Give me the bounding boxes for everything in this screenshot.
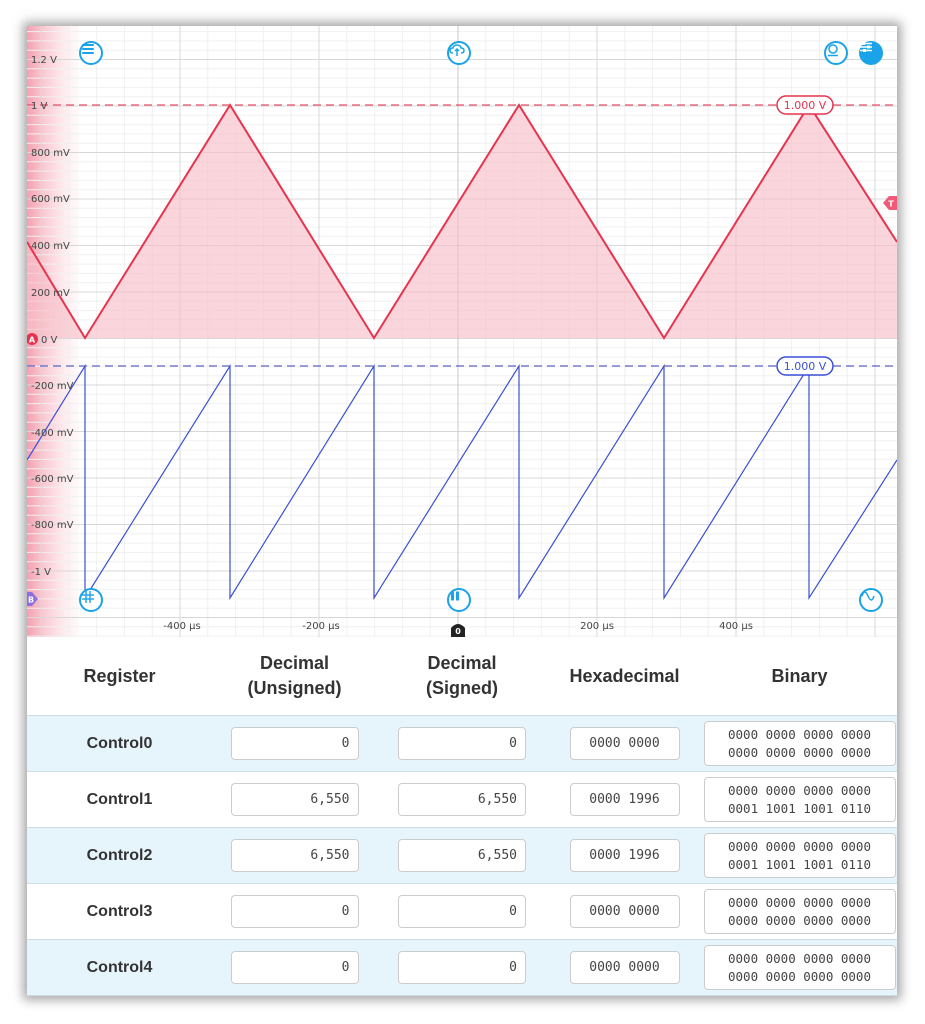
scope-canvas	[27, 26, 897, 637]
hex-value-field[interactable]: 0000 0000	[570, 895, 680, 928]
header-hexadecimal: Hexadecimal	[569, 665, 680, 686]
unsigned-value-field[interactable]: 0	[231, 727, 359, 760]
svg-text:B: B	[27, 595, 35, 605]
svg-text:1.000 V: 1.000 V	[783, 360, 827, 373]
binary-value-field[interactable]	[704, 777, 896, 822]
settings-button[interactable]	[859, 41, 883, 65]
menu-icon	[81, 43, 95, 55]
binary-low-word: 0001 1001 1001 0110	[728, 801, 871, 816]
x-tick: 400 µs	[719, 621, 753, 632]
pause-button[interactable]	[447, 588, 471, 612]
zoom-icon	[826, 43, 840, 57]
register-table-panel	[27, 637, 897, 996]
menu-button[interactable]	[79, 41, 103, 65]
y-tick: 1.2 V	[31, 55, 57, 66]
header-decimal-signed-label: Decimal (Signed)	[426, 653, 498, 698]
register-name: Control0	[27, 716, 212, 772]
x-tick: 200 µs	[580, 621, 614, 632]
header-decimal-unsigned	[212, 637, 377, 716]
y-tick: 0 V	[41, 335, 58, 346]
binary-high-word: 0000 0000 0000 0000	[728, 895, 871, 910]
binary-value-field[interactable]	[704, 945, 896, 990]
sliders-icon	[859, 41, 873, 53]
waveform-button[interactable]	[859, 588, 883, 612]
y-tick: 600 mV	[31, 194, 70, 205]
binary-low-word: 0000 0000 0000 0000	[728, 913, 871, 928]
x-tick: -200 µs	[302, 621, 340, 632]
header-decimal-signed	[377, 637, 547, 716]
svg-text:1.000 V: 1.000 V	[783, 99, 827, 112]
oscilloscope-view[interactable]	[27, 26, 897, 637]
table-row	[27, 828, 897, 884]
register-name: Control2	[27, 828, 212, 884]
header-register: Register	[83, 665, 156, 686]
binary-high-word: 0000 0000 0000 0000	[728, 839, 871, 854]
signed-value-field[interactable]: 0	[398, 951, 526, 984]
channel-b-level-label[interactable]	[777, 357, 833, 375]
y-tick: -200 mV	[31, 381, 74, 392]
binary-value-field[interactable]	[704, 721, 896, 766]
y-tick: 400 mV	[31, 241, 70, 252]
app-frame	[27, 26, 897, 996]
register-name: Control1	[27, 772, 212, 828]
table-row	[27, 884, 897, 940]
cloud-upload-button[interactable]	[447, 41, 471, 65]
binary-high-word: 0000 0000 0000 0000	[728, 727, 871, 742]
binary-value-field[interactable]	[704, 833, 896, 878]
table-row	[27, 772, 897, 828]
signed-value-field[interactable]: 0	[398, 727, 526, 760]
binary-low-word: 0001 1001 1001 0110	[728, 857, 871, 872]
signed-value-field[interactable]: 6,550	[398, 783, 526, 816]
unsigned-value-field[interactable]: 6,550	[231, 783, 359, 816]
grid-icon	[81, 590, 95, 604]
hex-value-field[interactable]: 0000 1996	[570, 839, 680, 872]
hex-value-field[interactable]: 0000 1996	[570, 783, 680, 816]
register-table	[27, 637, 897, 996]
binary-low-word: 0000 0000 0000 0000	[728, 969, 871, 984]
register-name: Control4	[27, 940, 212, 996]
channel-a-level-label[interactable]	[777, 96, 833, 114]
header-binary: Binary	[771, 665, 828, 686]
zoom-button[interactable]	[824, 41, 848, 65]
svg-text:0: 0	[455, 627, 461, 636]
y-tick: -1 V	[31, 567, 51, 578]
binary-high-word: 0000 0000 0000 0000	[728, 783, 871, 798]
hex-value-field[interactable]: 0000 0000	[570, 951, 680, 984]
y-tick: -600 mV	[31, 474, 74, 485]
y-tick: -400 mV	[31, 428, 74, 439]
sine-wave-icon	[861, 590, 875, 602]
binary-value-field[interactable]	[704, 889, 896, 934]
unsigned-value-field[interactable]: 0	[231, 951, 359, 984]
table-row	[27, 940, 897, 996]
hex-value-field[interactable]: 0000 0000	[570, 727, 680, 760]
signed-value-field[interactable]: 6,550	[398, 839, 526, 872]
register-name: Control3	[27, 884, 212, 940]
unsigned-value-field[interactable]: 0	[231, 895, 359, 928]
x-tick: -400 µs	[163, 621, 201, 632]
y-tick: 200 mV	[31, 288, 70, 299]
cloud-upload-icon	[449, 43, 465, 57]
grid-button[interactable]	[79, 588, 103, 612]
table-row	[27, 716, 897, 772]
y-tick: 800 mV	[31, 148, 70, 159]
table-header-row	[27, 637, 897, 716]
signed-value-field[interactable]: 0	[398, 895, 526, 928]
svg-text:A: A	[28, 335, 36, 345]
binary-low-word: 0000 0000 0000 0000	[728, 745, 871, 760]
binary-high-word: 0000 0000 0000 0000	[728, 951, 871, 966]
pause-icon	[449, 590, 461, 602]
y-tick: 1 V	[31, 101, 48, 112]
unsigned-value-field[interactable]: 6,550	[231, 839, 359, 872]
header-decimal-unsigned-label: Decimal (Unsigned)	[247, 653, 342, 698]
y-tick: -800 mV	[31, 520, 74, 531]
svg-text:T: T	[888, 199, 894, 209]
